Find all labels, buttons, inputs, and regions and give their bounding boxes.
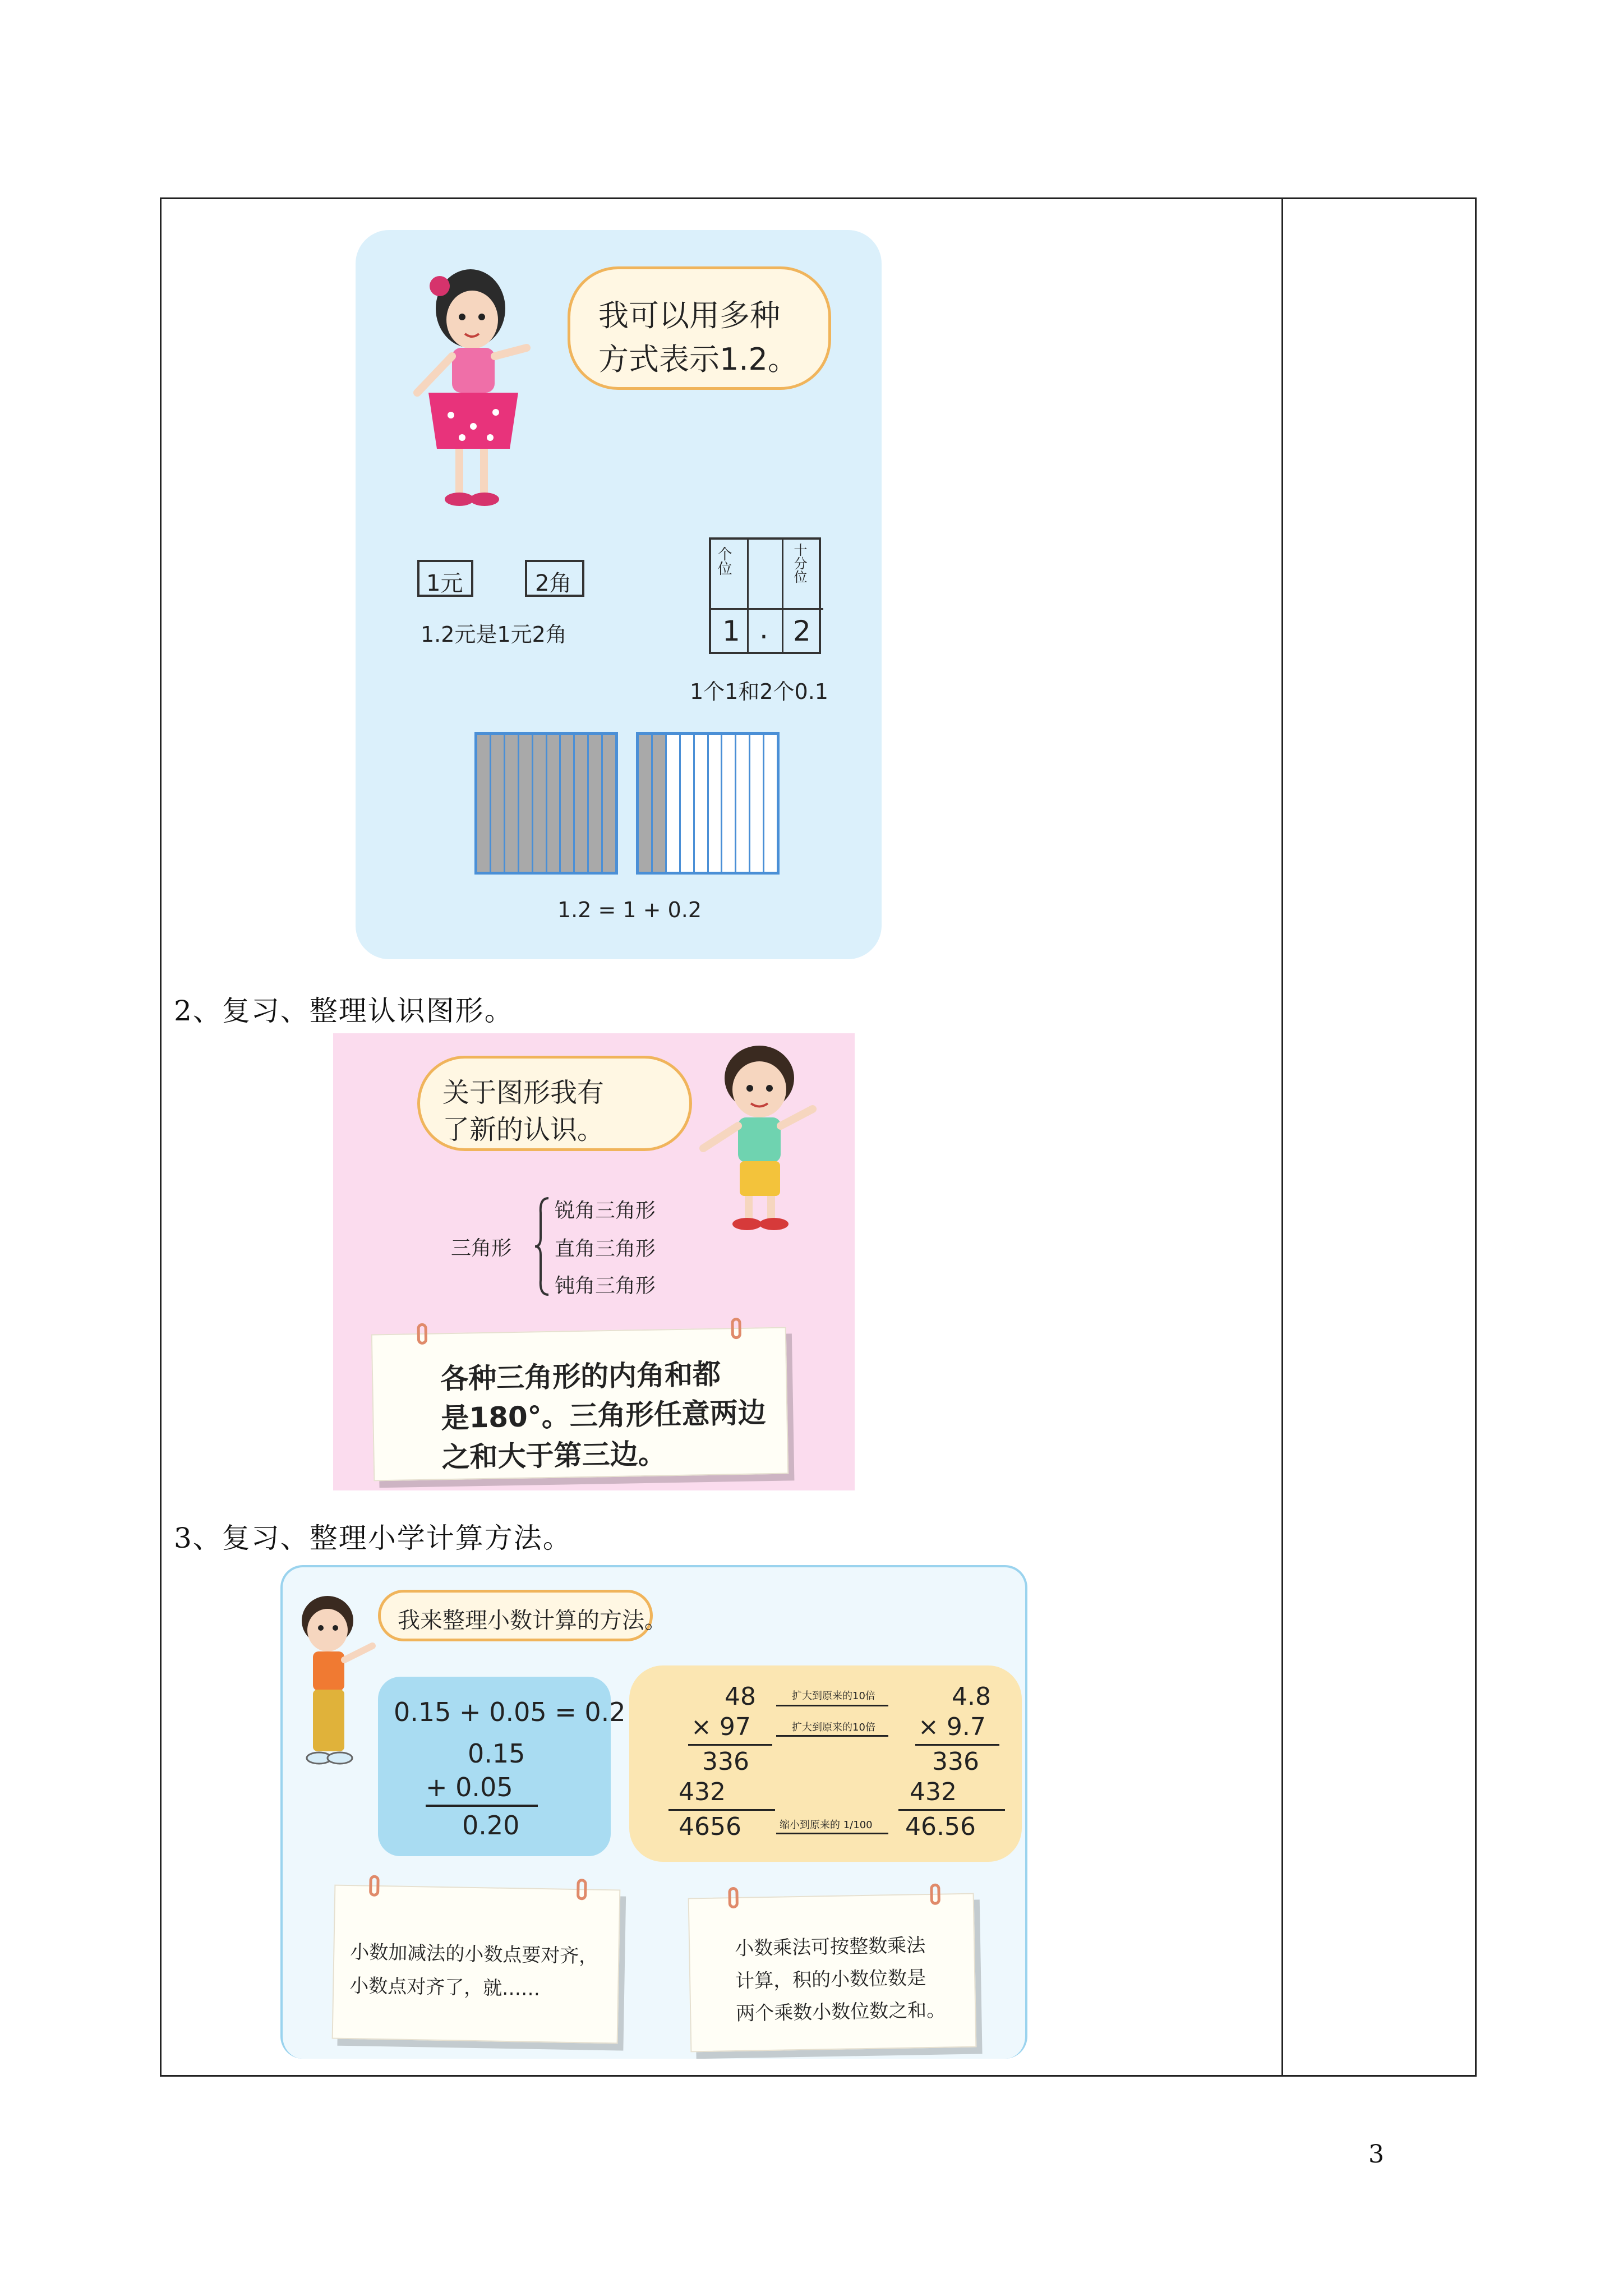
multiplication-note	[688, 1893, 977, 2053]
table-column-divider	[1281, 197, 1283, 2077]
speech-line-1: 关于图形我有	[442, 1077, 605, 1108]
triangle-note	[371, 1327, 789, 1481]
mult-left-3: 336	[702, 1747, 749, 1776]
addition-line-2: + 0.05	[426, 1772, 513, 1802]
shapes-panel	[333, 1033, 855, 1490]
jiao-box	[525, 560, 584, 597]
note-line-1: 各种三角形的内角和都	[440, 1358, 721, 1396]
triangle-acute: 锐角三角形	[555, 1199, 656, 1222]
boy-illustration	[686, 1039, 832, 1241]
mult-left-1: 48	[725, 1682, 756, 1711]
yuan-box	[417, 560, 473, 597]
mult-left-5: 4656	[679, 1812, 741, 1841]
triangle-category: 三角形	[451, 1237, 512, 1260]
multiplication-box	[629, 1665, 1022, 1862]
bar-model-whole	[474, 732, 618, 875]
mult-right-4: 432	[910, 1778, 957, 1806]
jiao-label: 2角	[535, 570, 572, 596]
bar-model-tenths	[636, 732, 780, 875]
note-line-3: 之和大于第三边。	[441, 1437, 667, 1474]
place-digit-point: .	[759, 613, 768, 645]
note-right-2: 计算，积的小数位数是	[735, 1967, 926, 1993]
girl-illustration	[406, 264, 552, 527]
speech-bubble-shapes	[417, 1056, 692, 1151]
place-value-chart	[709, 537, 821, 654]
note-left-2: 小数点对齐了，就……	[349, 1975, 541, 2000]
arrow-label-2: 扩大到原来的10倍	[792, 1722, 875, 1733]
triangle-obtuse: 钝角三角形	[555, 1274, 656, 1297]
heading-calculation: 3、复习、整理小学计算方法。	[174, 1522, 572, 1554]
place-caption: 1个1和2个0.1	[690, 679, 828, 704]
bar-equation: 1.2 = 1 + 0.2	[557, 898, 702, 922]
addition-line-1: 0.15	[468, 1738, 525, 1769]
note-right-1: 小数乘法可按整数乘法	[734, 1934, 926, 1961]
place-header-ones: 个位	[715, 546, 732, 576]
addition-equation: 0.15 + 0.05 = 0.2	[394, 1697, 626, 1727]
speech-line-2: 方式表示1.2。	[598, 342, 798, 377]
mult-right-1: 4.8	[952, 1682, 991, 1711]
boy-illustration	[288, 1590, 378, 1775]
place-digit-tenths: 2	[793, 615, 811, 647]
money-caption: 1.2元是1元2角	[421, 622, 567, 647]
addition-box	[378, 1677, 626, 1856]
heading-shapes: 2、复习、整理认识图形。	[174, 995, 514, 1027]
place-digit-ones: 1	[722, 615, 740, 647]
mult-right-5: 46.56	[905, 1812, 976, 1841]
note-line-2: 是180°。三角形任意两边	[440, 1396, 767, 1435]
place-header-tenths: 十分位	[791, 543, 807, 583]
mult-right-3: 336	[932, 1747, 979, 1776]
mult-right-2: × 9.7	[918, 1713, 986, 1741]
arrow-label-1: 扩大到原来的10倍	[792, 1690, 875, 1702]
page-number: 3	[1368, 2140, 1384, 2169]
arrow-label-3: 缩小到原来的 1/100	[780, 1819, 873, 1831]
speech-text: 我来整理小数计算的方法。	[398, 1608, 667, 1634]
brace	[534, 1196, 551, 1297]
speech-line-1: 我可以用多种	[598, 298, 780, 333]
speech-line-2: 了新的认识。	[442, 1114, 605, 1145]
addition-result: 0.20	[462, 1810, 520, 1841]
note-left-1: 小数加减法的小数点要对齐，	[349, 1941, 598, 1968]
speech-bubble-calc	[378, 1590, 667, 1641]
triangle-right: 直角三角形	[555, 1237, 656, 1260]
note-right-3: 两个乘数小数位数之和。	[735, 1999, 946, 2026]
mult-left-2: × 97	[691, 1713, 751, 1741]
mult-left-4: 432	[679, 1778, 726, 1806]
speech-bubble	[568, 266, 831, 390]
yuan-label: 1元	[426, 570, 463, 596]
decimal-representation-panel	[356, 230, 882, 959]
addition-note	[332, 1885, 621, 2044]
calculation-panel	[280, 1565, 1027, 2059]
